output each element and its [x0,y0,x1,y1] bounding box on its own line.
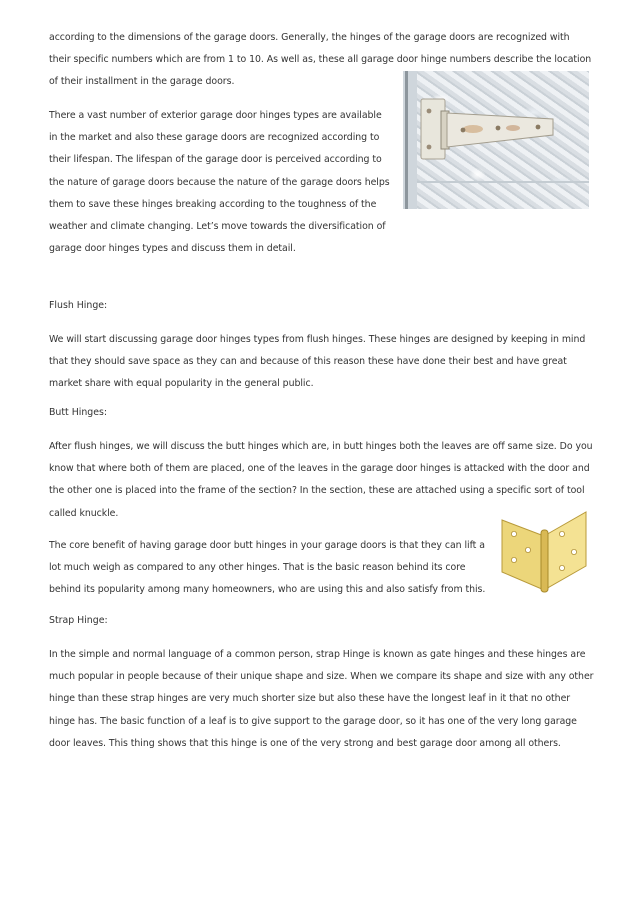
butt-hinge-photo [496,502,589,593]
flush-heading: Flush Hinge: [49,300,108,311]
strap-hinge-illustration [403,71,589,209]
types-paragraph: There a vast number of exterior garage door hinges types are available in the market and also these garage doors are recognized according to their lifespan. The lifespan of the garage door is perceived according to the nature of garage doors because the nature of the garage doors helps them to save these hinges breaking according to the toughness of the weather and climate changing. Let’s move towards the diversification of garage door hinges types and discuss them in detail. [49,110,390,255]
butt-hinge-illustration [496,502,589,593]
flush-paragraph: We will start discussing garage door hinges types from flush hinges. These hinges are designed by keeping in mind that they should save space as they can and because of this reason these have done their best and have great market share with equal popularity in the general public. [49,334,586,390]
butt-heading: Butt Hinges: [49,407,108,418]
strap-paragraph: In the simple and normal language of a common person, strap Hinge is known as gate hinges and these hinges are much popular in people because of their unique shape and size. When we compare its shape and size with any other hinge than these strap hinges are very much shorter size but also these have the longest leaf in it that no other hinge has. The basic function of a leaf is to give support to the garage door, so it has one of the very long garage door leaves. This thing shows that this hinge is one of the very strong and best garage door among all others. [49,649,594,749]
butt-paragraph-2: The core benefit of having garage door butt hinges in your garage doors is that they can lift a lot much weigh as compared to any other hinges. That is the basic reason behind its core behind its popularity among many homeowners, who are using this and also satisfy from this. [49,540,486,596]
butt-paragraph-1: After flush hinges, we will discuss the butt hinges which are, in butt hinges both the leaves are off same size. Do you know that where both of them are placed, one of the leaves in the garage door hinges is attacked with the door and the other one is placed into the frame of the section? In the section, these are attached using a specific sort of tool called knuckle. [49,441,593,519]
strap-hinge-photo [403,71,589,209]
strap-heading: Strap Hinge: [49,615,108,626]
intro-paragraph: according to the dimensions of the garage doors. Generally, the hinges of the garage doors are recognized with their specific numbers which are from 1 to 10. As well as, these all garage door hinge numbers describe the location of their installment in the garage doors. [49,32,592,88]
